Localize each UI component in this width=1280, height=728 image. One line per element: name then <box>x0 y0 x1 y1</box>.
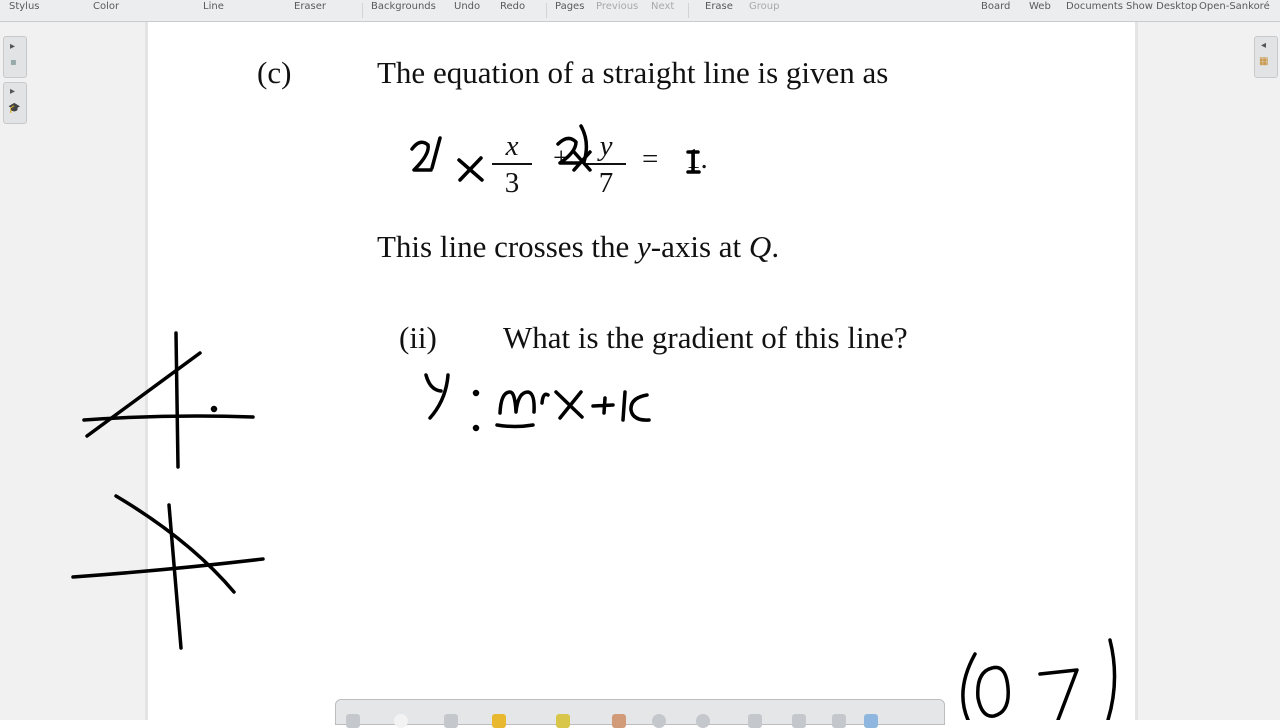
next-page-button[interactable]: Next <box>651 1 675 12</box>
ink-close-bracket <box>1108 640 1115 720</box>
fraction-x-over-3 <box>492 131 532 198</box>
undo-button[interactable]: Undo <box>454 1 481 12</box>
crosses-statement <box>377 231 779 262</box>
crosses-text-middle: -axis at <box>650 229 749 264</box>
left-pages-panel-icon: ▪ <box>10 57 17 68</box>
dock-tool-icon[interactable] <box>696 714 710 728</box>
equals-sign: = <box>642 143 659 175</box>
ink-letter-x <box>556 392 582 418</box>
ink-open-bracket <box>963 654 975 720</box>
pages-panel-tab[interactable] <box>3 36 27 78</box>
ink-letter-m <box>500 392 548 413</box>
expand-arrow-icon: ▸ <box>10 86 16 97</box>
toolbar-divider <box>688 3 689 18</box>
dock-tool-icon[interactable] <box>444 714 458 728</box>
toolbar-divider <box>362 3 363 18</box>
sketch-dot <box>213 408 216 411</box>
teacher-panel-tab[interactable] <box>3 82 27 124</box>
dock-tool-icon[interactable] <box>612 714 626 728</box>
line-button[interactable]: Line <box>203 1 224 12</box>
fraction-bar <box>492 163 532 165</box>
desk-background-right <box>1138 22 1280 720</box>
crosses-text-end: . <box>771 229 780 264</box>
dock-tool-icon[interactable] <box>394 714 408 728</box>
board-button[interactable]: Board <box>981 1 1011 12</box>
ink-digit-7 <box>1040 670 1077 720</box>
part-label: (c) <box>257 55 292 90</box>
ink-equals-dot <box>475 427 478 430</box>
show-desktop-button[interactable]: Show Desktop <box>1126 1 1198 12</box>
page-edge-left <box>145 22 148 720</box>
dock-tool-icon[interactable] <box>556 714 570 728</box>
y-variable: y <box>637 229 651 264</box>
point-q-label: Q <box>748 229 772 264</box>
dock-tool-icon[interactable] <box>792 714 806 728</box>
top-toolbar <box>0 0 1280 22</box>
desk-background-left <box>0 22 145 720</box>
ink-multiply-sign <box>459 158 482 180</box>
open-sankore-button[interactable]: Open-Sankoré <box>1199 1 1270 12</box>
fraction-y-over-7 <box>586 131 626 198</box>
fraction-numerator: x <box>505 130 519 162</box>
ink-letter-c <box>623 392 649 420</box>
ink-digit-1 <box>432 138 440 168</box>
eraser-button[interactable]: Eraser <box>294 1 327 12</box>
previous-page-button[interactable]: Previous <box>596 1 639 12</box>
equation-rhs: 1. <box>686 143 708 175</box>
stylus-button[interactable]: Stylus <box>9 1 40 12</box>
dock-tool-icon[interactable] <box>346 714 360 728</box>
toolbar-divider <box>546 3 547 18</box>
dock-tool-icon[interactable] <box>652 714 666 728</box>
sketch-y-axis <box>176 333 178 467</box>
redo-button[interactable]: Redo <box>500 1 526 12</box>
sub-question-label: (ii) <box>399 320 437 355</box>
ink-digit-0 <box>978 667 1008 716</box>
ink-letter-y <box>426 375 448 418</box>
fraction-bar <box>586 163 626 165</box>
ink-equals-dot <box>475 392 478 395</box>
dock-tool-icon[interactable] <box>492 714 506 728</box>
ink-plus-sign <box>593 398 613 413</box>
ink-underline <box>497 425 533 427</box>
library-panel-tab[interactable] <box>1254 36 1278 78</box>
graduation-cap-icon: 🎓 <box>8 103 21 114</box>
fraction-denominator: 7 <box>598 167 614 199</box>
pages-button[interactable]: Pages <box>555 1 585 12</box>
web-button[interactable]: Web <box>1029 1 1051 12</box>
fraction-numerator: y <box>599 130 613 162</box>
dock-tool-icon[interactable] <box>748 714 762 728</box>
sketch-y-axis <box>169 505 181 648</box>
collapse-arrow-icon: ◂ <box>1261 40 1267 51</box>
fraction-denominator: 3 <box>504 167 520 199</box>
library-panel-icon: ▦ <box>1259 56 1269 67</box>
documents-button[interactable]: Documents <box>1066 1 1124 12</box>
group-button[interactable]: Group <box>749 1 780 12</box>
crosses-text-start: This line crosses the <box>377 229 638 264</box>
dock-tool-icon[interactable] <box>832 714 846 728</box>
plus-sign: + <box>553 142 570 174</box>
bottom-tool-dock <box>335 699 945 725</box>
expand-arrow-icon: ▸ <box>10 41 16 52</box>
ink-digit-2 <box>412 142 431 170</box>
erase-button[interactable]: Erase <box>705 1 733 12</box>
question-text: What is the gradient of this line? <box>503 320 908 355</box>
intro-text: The equation of a straight line is given as <box>377 55 889 90</box>
color-button[interactable]: Color <box>93 1 120 12</box>
backgrounds-button[interactable]: Backgrounds <box>371 1 436 12</box>
dock-tool-icon[interactable] <box>864 714 878 728</box>
page-edge-right <box>1135 22 1138 720</box>
